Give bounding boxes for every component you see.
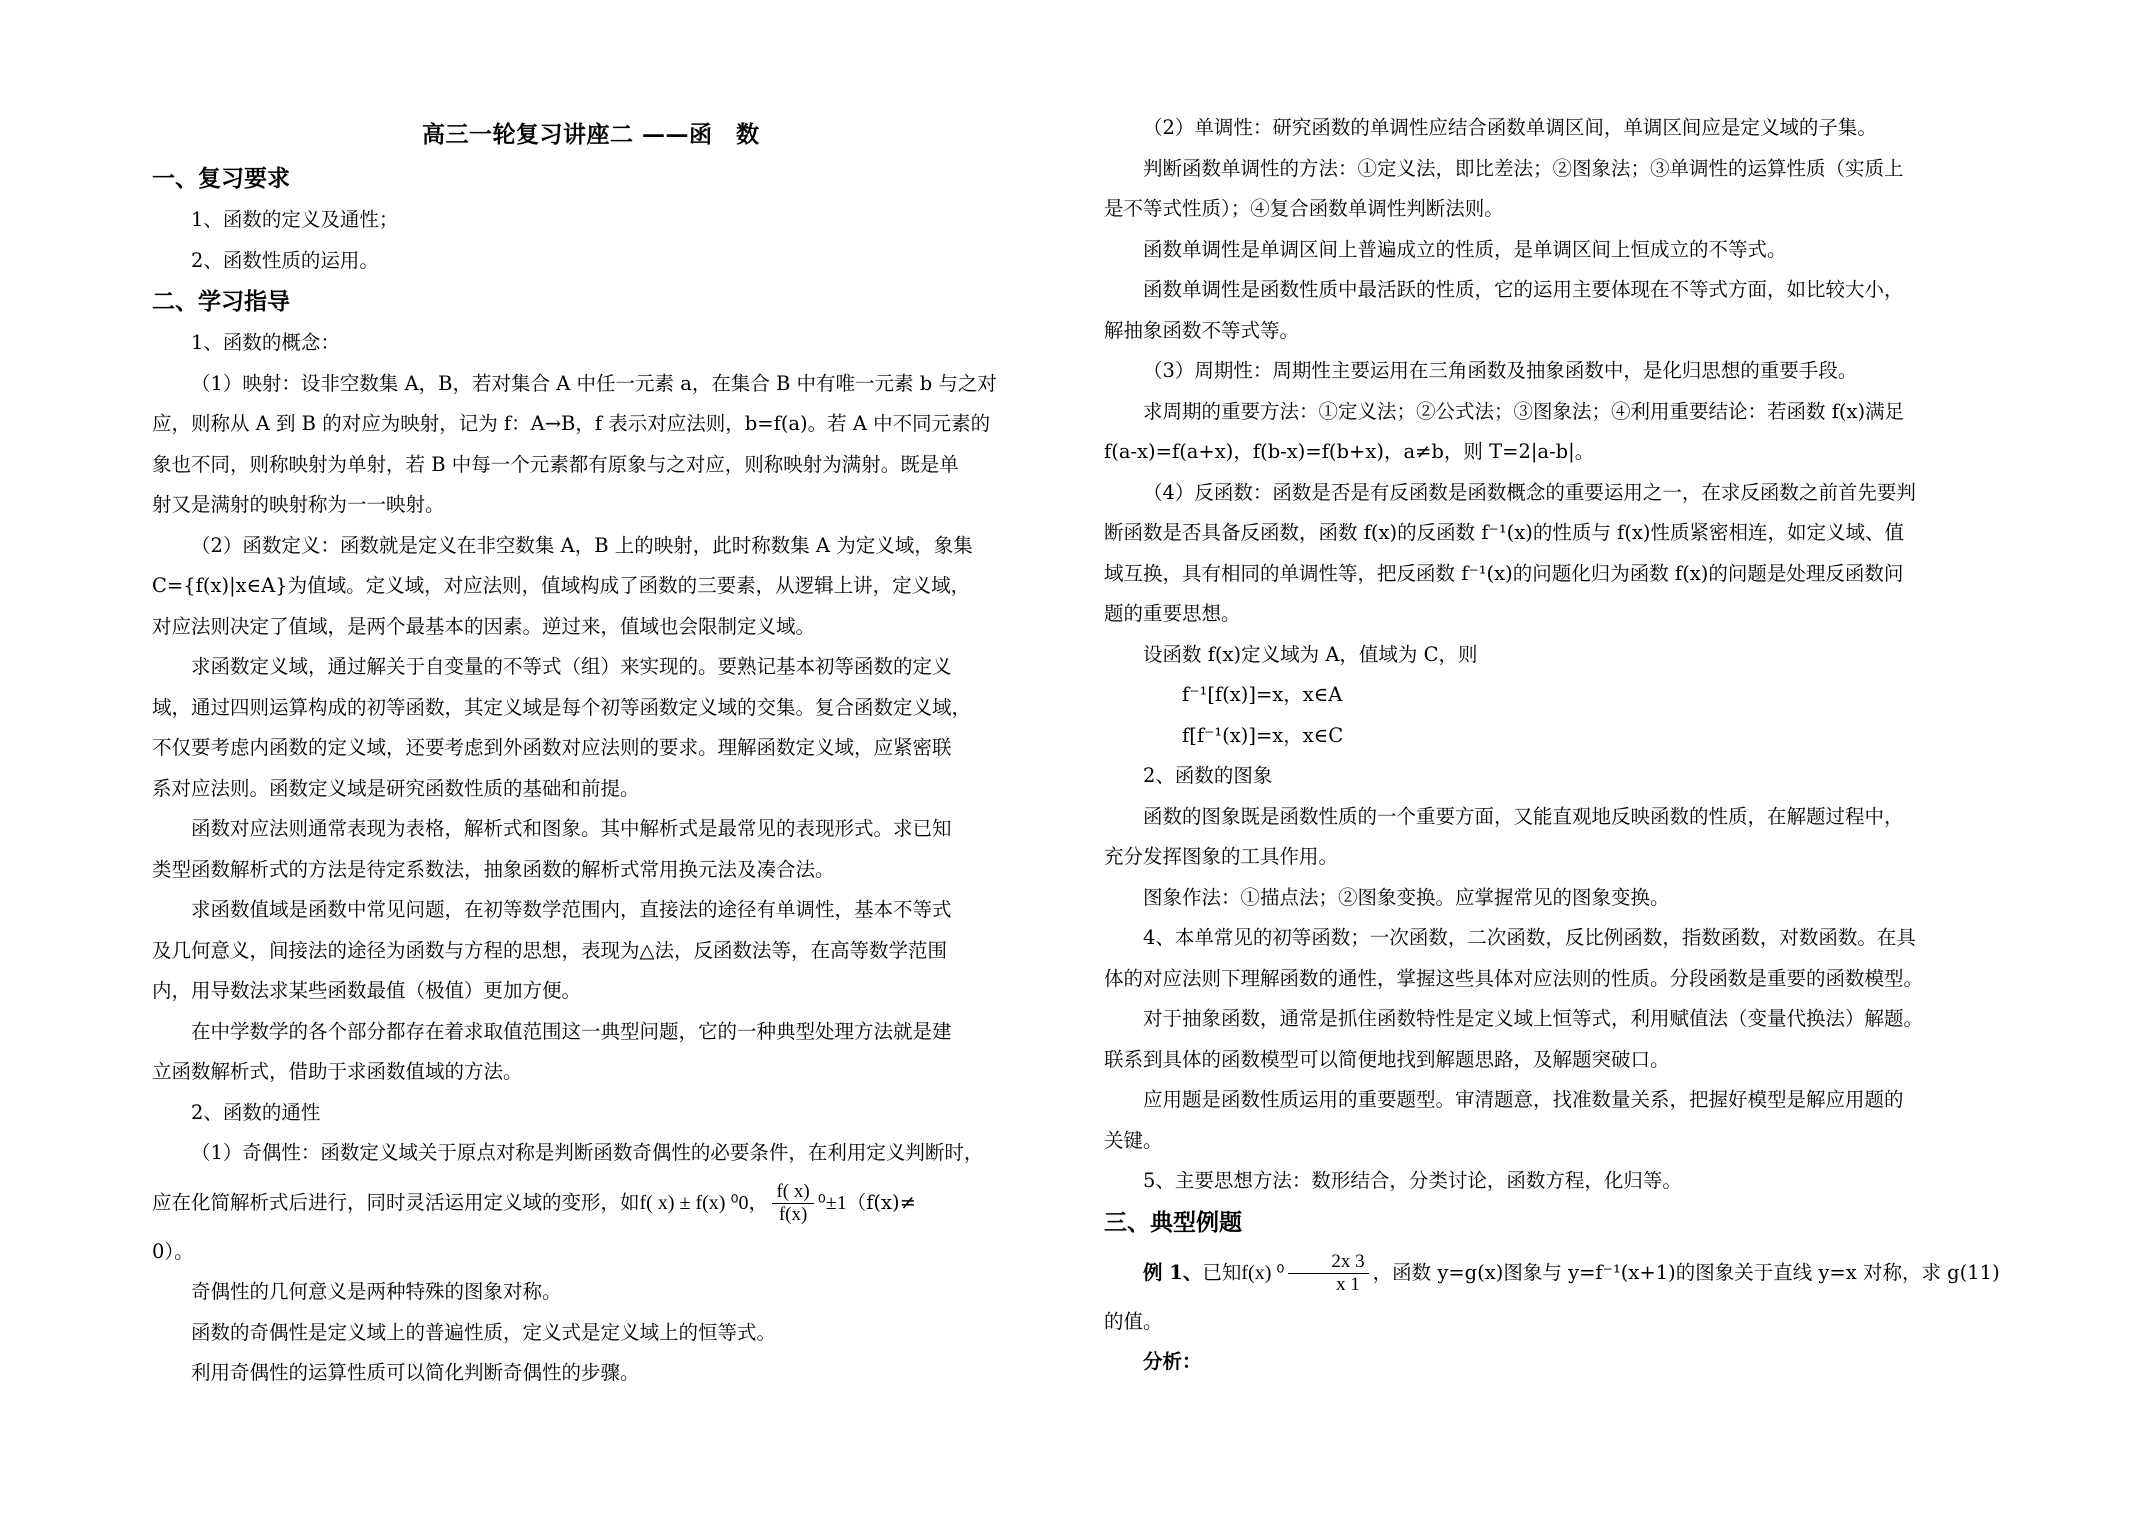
paragraph-line: 体的对应法则下理解函数的通性，掌握这些具体对应法则的性质。分段函数是重要的函数模型。 xyxy=(1104,966,1924,990)
paragraph-line: 奇偶性的几何意义是两种特殊的图象对称。 xyxy=(191,1280,562,1303)
paragraph-line: 是不等式性质）；④复合函数单调性判断法则。 xyxy=(1104,197,1504,220)
paragraph-line: （1）奇偶性：函数定义域关于原点对称是判断函数奇偶性的必要条件，在利用定义判断时， xyxy=(191,1141,984,1164)
formula-odd-even: f( x) ± f(x) ⁰0， xyxy=(639,1191,769,1214)
paragraph-line: 函数的图象既是函数性质的一个重要方面，又能直观地反映函数的性质，在解题过程中， xyxy=(1143,804,1904,828)
paragraph-line: 4、本单常见的初等函数；一次函数，二次函数，反比例函数，指数函数，对数函数。在具 xyxy=(1143,926,1916,949)
paragraph-line: 对于抽象函数，通常是抓住函数特性是定义域上恒等式，利用赋值法（变量代换法）解题。 xyxy=(1143,1007,1924,1030)
section-heading-guide: 二、学习指导 xyxy=(152,288,290,315)
paragraph-line: 的值。 xyxy=(1104,1309,1163,1333)
fraction-denominator: f(x) xyxy=(778,1203,808,1225)
paragraph-line: 函数单调性是函数性质中最活跃的性质，它的运用主要体现在不等式方面，如比较大小， xyxy=(1143,278,1904,301)
paragraph-line: 函数的奇偶性是定义域上的普遍性质，定义式是定义域上的恒等式。 xyxy=(191,1320,777,1344)
example-label: 例 1、 xyxy=(1143,1260,1203,1284)
paragraph-line: 判断函数单调性的方法：①定义法，即比差法；②图象法；③单调性的运算性质（实质上 xyxy=(1143,156,1904,180)
paragraph-line: 类型函数解析式的方法是待定系数法，抽象函数的解析式常用换元法及凑合法。 xyxy=(152,857,835,881)
analysis-label: 分析： xyxy=(1143,1350,1202,1373)
example-text: 已知 xyxy=(1202,1260,1242,1284)
formula-line: f[f⁻¹(x)]=x，x∈C xyxy=(1182,723,1344,747)
formula-ratio: ⁰±1 xyxy=(817,1191,847,1214)
section-heading-examples: 三、典型例题 xyxy=(1104,1208,1242,1236)
paragraph-line: （4）反函数：函数是否是有反函数是函数概念的重要运用之一，在求反函数之前首先要判 xyxy=(1143,480,1916,504)
paragraph-line: 域，通过四则运算构成的初等函数，其定义域是每个初等函数定义域的交集。复合函数定义域， xyxy=(152,695,972,719)
paragraph-line: 对应法则决定了值域，是两个最基本的因素。逆过来，值域也会限制定义域。 xyxy=(152,614,816,638)
formula-line xyxy=(152,1174,1057,1232)
formula-fraction xyxy=(772,1181,813,1226)
paragraph-line: 2、函数的图象 xyxy=(1143,764,1273,787)
paragraph-line: 域互换，具有相同的单调性等，把反函数 f⁻¹(x)的问题化归为函数 f(x)的问题是处理反函数问 xyxy=(1104,561,1904,585)
paragraph-line: 设函数 f(x)定义域为 A，值域为 C，则 xyxy=(1143,642,1478,666)
paragraph-line: 0）。 xyxy=(152,1239,194,1263)
paragraph-line: 利用奇偶性的运算性质可以简化判断奇偶性的步骤。 xyxy=(191,1361,640,1384)
paragraph-line: 内，用导数法求某些函数最值（极值）更加方便。 xyxy=(152,979,582,1002)
left-column xyxy=(152,112,1057,1394)
formula-condition: （f(x)≠ xyxy=(846,1190,916,1214)
paragraph-line: 联系到具体的函数模型可以简便地找到解题思路，及解题突破口。 xyxy=(1104,1047,1670,1071)
paragraph-line: 函数对应法则通常表现为表格，解析式和图象。其中解析式是最常见的表现形式。求已知 xyxy=(191,817,952,840)
example-text: ，函数 y=g(x)图象与 y=f⁻¹(x+1)的图象关于直线 y=x 对称，求 g(11) xyxy=(1372,1260,2000,1284)
paragraph-line: 立函数解析式，借助于求函数值域的方法。 xyxy=(152,1060,523,1083)
right-column xyxy=(1104,108,2039,1383)
paragraph-line: C={f(x)|x∈A}为值域。定义域，对应法则，值域构成了函数的三要素，从逻辑上讲，定义域， xyxy=(152,574,971,597)
review-item-1: 1、函数的定义及通性； xyxy=(191,208,399,231)
paragraph-line: 图象作法：①描点法；②图象变换。应掌握常见的图象变换。 xyxy=(1143,885,1670,909)
paragraph-line: 求函数值域是函数中常见问题，在初等数学范围内，直接法的途径有单调性，基本不等式 xyxy=(191,898,952,921)
paragraph-line: 充分发挥图象的工具作用。 xyxy=(1104,845,1339,868)
paragraph-line: 断函数是否具备反函数，函数 f(x)的反函数 f⁻¹(x)的性质与 f(x)性质紧密相连，如定义域、值 xyxy=(1104,521,1904,544)
paragraph-line: 5、主要思想方法：数形结合，分类讨论，函数方程，化归等。 xyxy=(1143,1169,1682,1192)
paragraph-line: 及几何意义，间接法的途径为函数与方程的思想，表现为△法，反函数法等，在高等数学范围 xyxy=(152,938,947,962)
example-fraction xyxy=(1288,1251,1368,1296)
example-formula: f(x) ⁰ xyxy=(1241,1261,1285,1284)
formula-line: f⁻¹[f(x)]=x，x∈A xyxy=(1182,683,1343,706)
review-item-2: 2、函数性质的运用。 xyxy=(191,248,379,272)
paragraph-line: 函数单调性是单调区间上普遍成立的性质，是单调区间上恒成立的不等式。 xyxy=(1143,237,1787,261)
paragraph-line: 2、函数的通性 xyxy=(191,1100,321,1124)
paragraph-line: f(a-x)=f(a+x)，f(b-x)=f(b+x)，a≠b，则 T=2|a-b|。 xyxy=(1104,440,1595,463)
paragraph-line: 不仅要考虑内函数的定义域，还要考虑到外函数对应法则的要求。理解函数定义域，应紧密联 xyxy=(152,736,952,759)
paragraph-line: 象也不同，则称映射为单射，若 B 中每一个元素都有原象与之对应，则称映射为满射。既是单 xyxy=(152,452,959,476)
formula-text: 应在化简解析式后进行，同时灵活运用定义域的变形，如 xyxy=(152,1190,640,1214)
paragraph-line: 题的重要思想。 xyxy=(1104,602,1241,625)
paragraph-line: （1）映射：设非空数集 A，B，若对集合 A 中任一元素 a，在集合 B 中有唯一元素 b 与之对 xyxy=(191,371,997,395)
paragraph-line: 应用题是函数性质运用的重要题型。审清题意，找准数量关系，把握好模型是解应用题的 xyxy=(1143,1088,1904,1111)
section-heading-review: 一、复习要求 xyxy=(152,165,290,192)
paragraph-line: 求函数定义域，通过解关于自变量的不等式（组）来实现的。要熟记基本初等函数的定义 xyxy=(191,655,952,678)
page-title: 高三一轮复习讲座二 ——函 数 xyxy=(422,121,760,148)
paragraph-line: 在中学数学的各个部分都存在着求取值范围这一典型问题，它的一种典型处理方法就是建 xyxy=(191,1019,952,1043)
paragraph: 1、函数的概念： xyxy=(191,331,340,354)
paragraph-line: 射又是满射的映射称为一一映射。 xyxy=(152,493,445,516)
paragraph-line: 系对应法则。函数定义域是研究函数性质的基础和前提。 xyxy=(152,776,640,800)
fraction-numerator: 2x 3 xyxy=(1288,1251,1368,1274)
example-line xyxy=(1104,1244,2039,1302)
paragraph-line: （2）单调性：研究函数的单调性应结合函数单调区间，单调区间应是定义域的子集。 xyxy=(1143,116,1877,139)
paragraph-line: 解抽象函数不等式等。 xyxy=(1104,318,1300,342)
paragraph-line: （3）周期性：周期性主要运用在三角函数及抽象函数中，是化归思想的重要手段。 xyxy=(1143,359,1858,382)
fraction-numerator: f( x) xyxy=(772,1181,813,1204)
paragraph-line: 求周期的重要方法：①定义法；②公式法；③图象法；④利用重要结论：若函数 f(x)满足 xyxy=(1143,399,1905,423)
paragraph-line: 关键。 xyxy=(1104,1128,1163,1152)
fraction-denominator: x 1 xyxy=(1336,1273,1360,1295)
paragraph-line: 应，则称从 A 到 B 的对应为映射，记为 f：A→B，f 表示对应法则，b=f(a)。若 A 中不同元素的 xyxy=(152,412,991,435)
paragraph-line: （2）函数定义：函数就是定义在非空数集 A，B 上的映射，此时称数集 A 为定义域，象集 xyxy=(191,533,973,557)
